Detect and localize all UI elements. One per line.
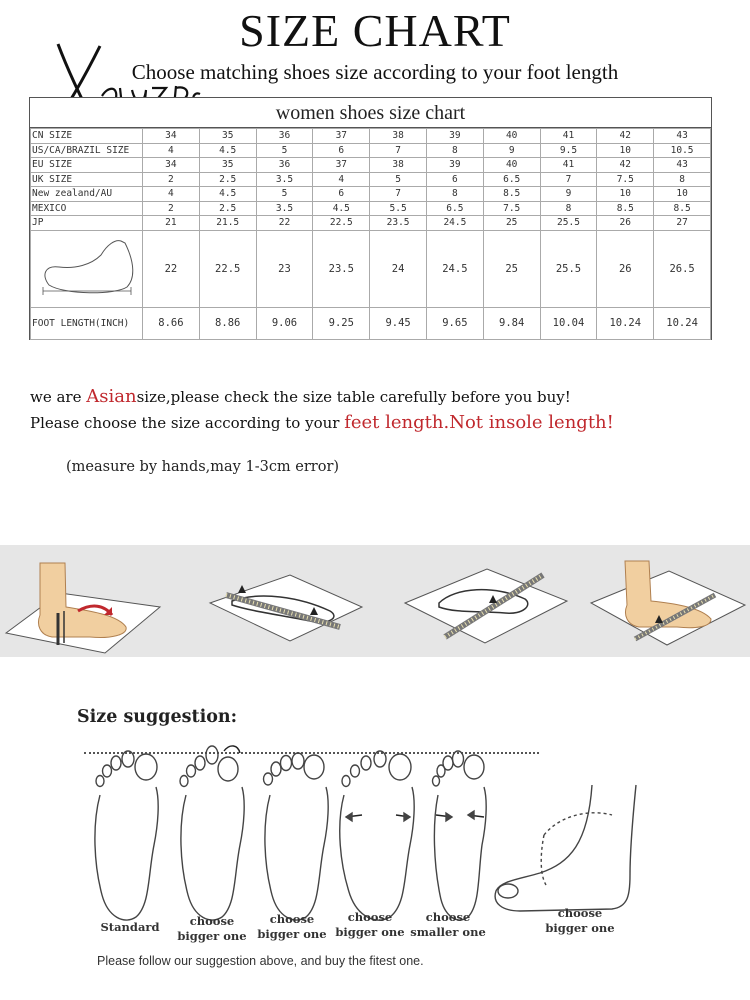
foot-greek-toe-icon (180, 746, 244, 920)
measure-note: (measure by hands,may 1-3cm error) (66, 459, 340, 475)
table-row (31, 143, 711, 158)
table-row-foot-length-inch (31, 307, 711, 339)
size-cell: 8.5 (483, 187, 540, 202)
size-cell: 10.5 (654, 143, 711, 158)
foot-label (250, 912, 334, 942)
foot-length-cm-cell: 22.5 (199, 230, 256, 307)
size-chart-table (29, 97, 712, 340)
foot-length-cm-cell: 24.5 (426, 230, 483, 307)
foot-length-cm-cell: 23 (256, 230, 313, 307)
size-cell: 41 (540, 158, 597, 173)
foot-standard-icon (95, 751, 158, 920)
size-cell: 2.5 (199, 172, 256, 187)
note-highlight-feet-length: feet length.Not insole length! (344, 412, 614, 433)
size-cell: 23.5 (370, 216, 427, 231)
size-cell: 9 (540, 187, 597, 202)
size-cell: 43 (654, 158, 711, 173)
size-cell: 38 (370, 129, 427, 144)
size-cell: 36 (256, 129, 313, 144)
size-cell: 40 (483, 129, 540, 144)
size-cell: 2.5 (199, 201, 256, 216)
table-row (31, 216, 711, 231)
foot-label-line-1: choose (189, 914, 235, 928)
size-cell: 7.5 (483, 201, 540, 216)
size-cell: 25 (483, 216, 540, 231)
size-cell: 8 (426, 187, 483, 202)
size-cell: 37 (313, 129, 370, 144)
foot-high-instep-icon (495, 785, 636, 911)
foot-label-line-1: choose (269, 912, 315, 926)
size-notes (30, 384, 730, 436)
size-table-grid (30, 128, 711, 340)
size-cell: 37 (313, 158, 370, 173)
size-cell: 9 (483, 143, 540, 158)
row-label: FOOT LENGTH(INCH) (31, 307, 143, 339)
size-cell: 9.5 (540, 143, 597, 158)
size-cell: 22.5 (313, 216, 370, 231)
foot-wide-icon (340, 751, 414, 920)
foot-length-cm-cell: 22 (143, 230, 200, 307)
foot-label (406, 910, 490, 940)
row-label: US/CA/BRAZIL SIZE (31, 143, 143, 158)
size-cell: 39 (426, 129, 483, 144)
size-cell: 4.5 (199, 143, 256, 158)
row-label: CN SIZE (31, 129, 143, 144)
foot-label (88, 920, 172, 935)
foot-label (538, 906, 622, 936)
size-cell: 2 (143, 201, 200, 216)
size-cell: 7 (370, 187, 427, 202)
size-cell: 2 (143, 172, 200, 187)
table-row (31, 158, 711, 173)
foot-label-line-2: bigger one (177, 929, 247, 943)
size-cell: 7 (540, 172, 597, 187)
size-cell: 8.5 (597, 201, 654, 216)
size-cell: 6.5 (483, 172, 540, 187)
note-text: Please choose the size according to your (30, 414, 345, 432)
size-cell: 4.5 (199, 187, 256, 202)
foot-narrow-icon (433, 751, 487, 920)
size-cell: 5 (370, 172, 427, 187)
table-row (31, 172, 711, 187)
row-label: UK SIZE (31, 172, 143, 187)
size-cell: 3.5 (256, 172, 313, 187)
table-row (31, 187, 711, 202)
size-cell: 40 (483, 158, 540, 173)
size-cell: 8.5 (654, 201, 711, 216)
size-cell: 4 (143, 143, 200, 158)
table-row (31, 201, 711, 216)
foot-label-line-2: bigger one (545, 921, 615, 935)
foot-outline-icon (35, 235, 139, 301)
size-cell: 6.5 (426, 201, 483, 216)
foot-label-line-1: choose (557, 906, 603, 920)
foot-length-cm-cell: 25.5 (540, 230, 597, 307)
page-title: SIZE CHART (239, 5, 511, 56)
size-cell: 26 (597, 216, 654, 231)
row-label: EU SIZE (31, 158, 143, 173)
foot-length-inch-cell: 9.06 (256, 307, 313, 339)
size-cell: 24.5 (426, 216, 483, 231)
foot-length-diagram (31, 230, 143, 307)
size-cell: 4.5 (313, 201, 370, 216)
foot-length-inch-cell: 9.25 (313, 307, 370, 339)
table-row (31, 129, 711, 144)
foot-length-cm-cell: 25 (483, 230, 540, 307)
foot-length-cm-cell: 24 (370, 230, 427, 307)
size-cell: 42 (597, 158, 654, 173)
size-cell: 21 (143, 216, 200, 231)
foot-label-line-1: choose (425, 910, 471, 924)
step-2-trace-outline-image (190, 545, 375, 657)
foot-length-inch-cell: 10.24 (654, 307, 711, 339)
row-label: JP (31, 216, 143, 231)
note-text: we are (30, 388, 87, 406)
size-cell: 6 (313, 143, 370, 158)
table-row-foot-length-cm (31, 230, 711, 307)
note-line-1 (30, 384, 730, 410)
row-label: New zealand/AU (31, 187, 143, 202)
size-cell: 4 (313, 172, 370, 187)
foot-label-line-2: smaller one (410, 925, 486, 939)
row-label: MEXICO (31, 201, 143, 216)
size-cell: 36 (256, 158, 313, 173)
size-cell: 27 (654, 216, 711, 231)
size-cell: 7.5 (597, 172, 654, 187)
size-cell: 6 (426, 172, 483, 187)
size-cell: 25.5 (540, 216, 597, 231)
suggestion-footer: Please follow our suggestion above, and buy the fitest one. (97, 954, 424, 968)
size-cell: 3.5 (256, 201, 313, 216)
foot-length-inch-cell: 10.04 (540, 307, 597, 339)
foot-square-toe-icon (264, 753, 329, 920)
foot-label (170, 914, 254, 944)
size-cell: 5.5 (370, 201, 427, 216)
foot-label-line-2: bigger one (335, 925, 405, 939)
size-cell: 43 (654, 129, 711, 144)
foot-length-inch-cell: 9.84 (483, 307, 540, 339)
table-caption: women shoes size chart (30, 98, 711, 128)
foot-length-inch-cell: 8.86 (199, 307, 256, 339)
step-4-foot-on-ruler-image (585, 545, 750, 657)
size-cell: 39 (426, 158, 483, 173)
foot-length-cm-cell: 26 (597, 230, 654, 307)
size-cell: 38 (370, 158, 427, 173)
foot-label-line-2: bigger one (257, 927, 327, 941)
foot-length-inch-cell: 9.65 (426, 307, 483, 339)
size-cell: 6 (313, 187, 370, 202)
size-cell: 8 (654, 172, 711, 187)
step-3-measure-length-image (395, 545, 575, 657)
size-cell: 5 (256, 187, 313, 202)
foot-length-inch-cell: 8.66 (143, 307, 200, 339)
size-cell: 42 (597, 129, 654, 144)
size-cell: 34 (143, 129, 200, 144)
size-cell: 21.5 (199, 216, 256, 231)
size-cell: 41 (540, 129, 597, 144)
foot-length-cm-cell: 26.5 (654, 230, 711, 307)
size-cell: 35 (199, 129, 256, 144)
foot-label (328, 910, 412, 940)
note-line-2 (30, 410, 730, 436)
size-suggestion-title: Size suggestion: (77, 707, 238, 727)
size-cell: 34 (143, 158, 200, 173)
size-cell: 35 (199, 158, 256, 173)
size-cell: 5 (256, 143, 313, 158)
size-cell: 22 (256, 216, 313, 231)
size-cell: 7 (370, 143, 427, 158)
step-1-heel-against-wall-image (0, 545, 175, 657)
size-cell: 10 (597, 143, 654, 158)
foot-label-line-1: Standard (100, 920, 160, 934)
size-cell: 4 (143, 187, 200, 202)
measurement-steps-strip (0, 545, 750, 657)
foot-label-line-1: choose (347, 910, 393, 924)
size-cell: 10 (654, 187, 711, 202)
note-text: size,please check the size table carefully before you buy! (136, 388, 571, 406)
foot-length-inch-cell: 9.45 (370, 307, 427, 339)
foot-length-cm-cell: 23.5 (313, 230, 370, 307)
size-cell: 8 (540, 201, 597, 216)
note-highlight-asian: Asian (86, 386, 137, 407)
foot-length-inch-cell: 10.24 (597, 307, 654, 339)
page-subtitle: Choose matching shoes size according to your foot length (131, 60, 619, 84)
size-cell: 8 (426, 143, 483, 158)
size-cell: 10 (597, 187, 654, 202)
